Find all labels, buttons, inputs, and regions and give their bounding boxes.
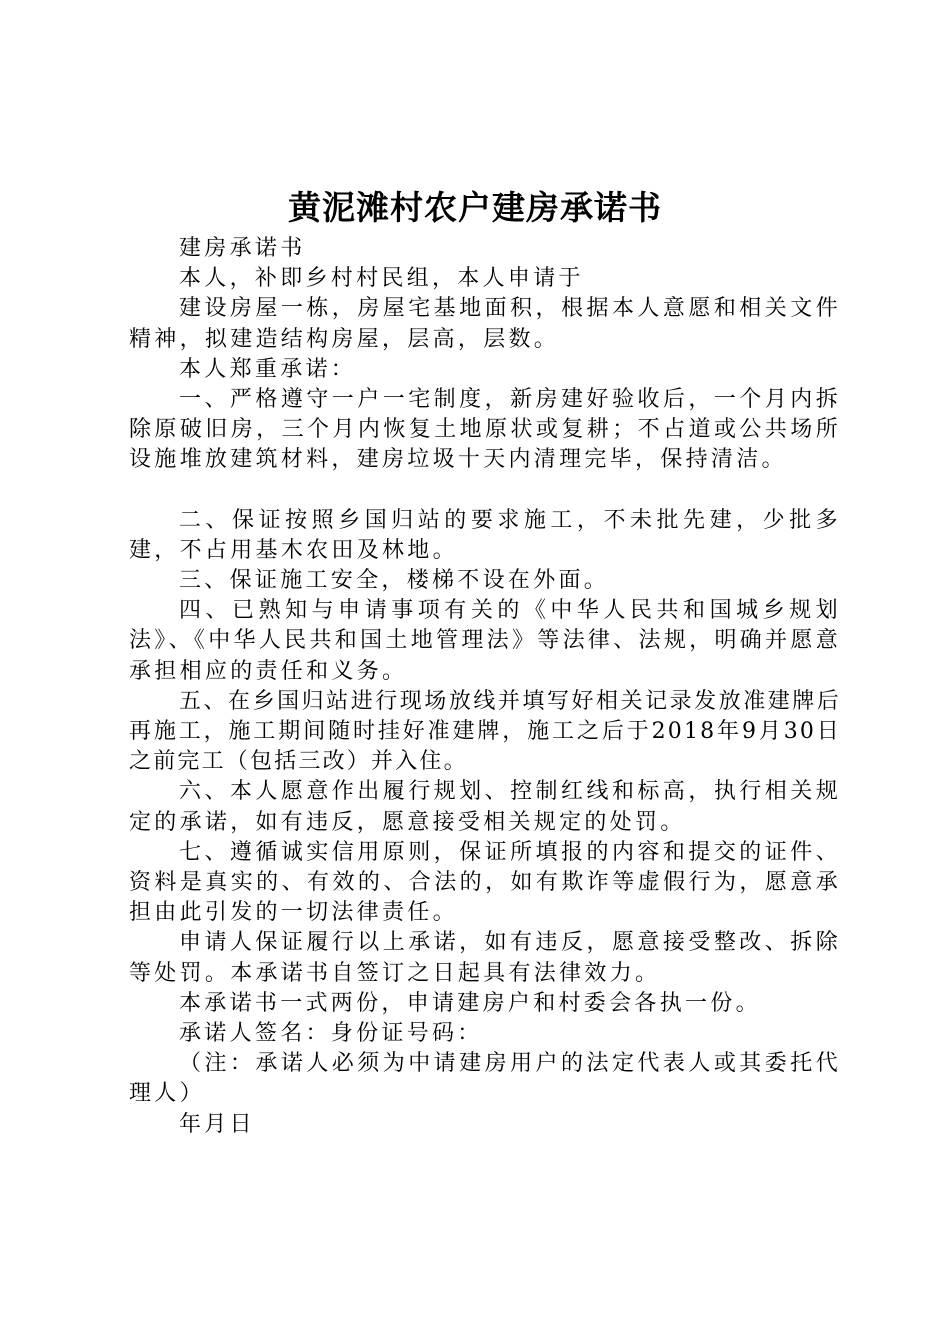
paragraph-applicant: 本人，补即乡村村民组，本人申请于 xyxy=(179,266,584,292)
signature-line: 承诺人签名：身份证号码： xyxy=(179,1021,483,1047)
paragraph-note: （注：承诺人必须为中请建房用户的法定代表人或其委托代理人） xyxy=(129,1051,841,1107)
paragraph-item-7: 七、遵循诚实信用原则，保证所填报的内容和提交的证件、资料是真实的、有效的、合法的，如有欺诈等虚假行为，愿意承担由此引发的一切法律责任。 xyxy=(129,839,841,926)
paragraph-item-1: 一、严格遵守一户一宅制度，新房建好验收后，一个月内拆除原破旧房，三个月内恢复土地原状或复耕；不占道或公共场所设施堆放建筑材料，建房垃圾十天内清理完毕，保持清洁。 xyxy=(129,387,841,473)
document-body xyxy=(129,234,841,1140)
paragraph-heading: 建房承诺书 xyxy=(179,236,306,261)
paragraph-item-6: 六、本人愿意作出履行规划、控制红线和标高，执行相关规定的承诺，如有违反，愿意接受相关规定的处罚。 xyxy=(129,779,841,835)
document-title: 黄泥滩村农户建房承诺书 xyxy=(288,188,662,227)
paragraph-item-2: 二、保证按照乡国归站的要求施工，不未批先建，少批多建，不占用基木农田及林地。 xyxy=(129,507,841,563)
paragraph-guarantee: 申请人保证履行以上承诺，如有违反，愿意接受整改、拆除等处罚。本承诺书自签订之日起具有法律效力。 xyxy=(129,930,841,986)
paragraph-item-4: 四、已熟知与申请事项有关的《中华人民共和国城乡规划法》、《中华人民共和国土地管理法》等法律、法规，明确并愿意承担相应的责任和义务。 xyxy=(129,598,841,684)
date-line: 年月日 xyxy=(179,1111,255,1137)
paragraph-item-5: 五、在乡国归站进行现场放线并填写好相关记录发放准建牌后再施工，施工期间随时挂好准建牌，施工之后于2018年9月30日之前完工（包括三改）并入住。 xyxy=(129,688,841,775)
paragraph-item-3: 三、保证施工安全，楼梯不设在外面。 xyxy=(179,568,610,594)
paragraph-pledge-intro: 本人郑重承诺： xyxy=(179,356,357,382)
blank-line xyxy=(129,476,841,506)
paragraph-copies: 本承诺书一式两份，申请建房户和村委会各执一份。 xyxy=(179,990,761,1016)
paragraph-building: 建设房屋一栋，房屋宅基地面积，根据本人意愿和相关文件精神，拟建造结构房屋，层高，层数。 xyxy=(129,296,841,352)
